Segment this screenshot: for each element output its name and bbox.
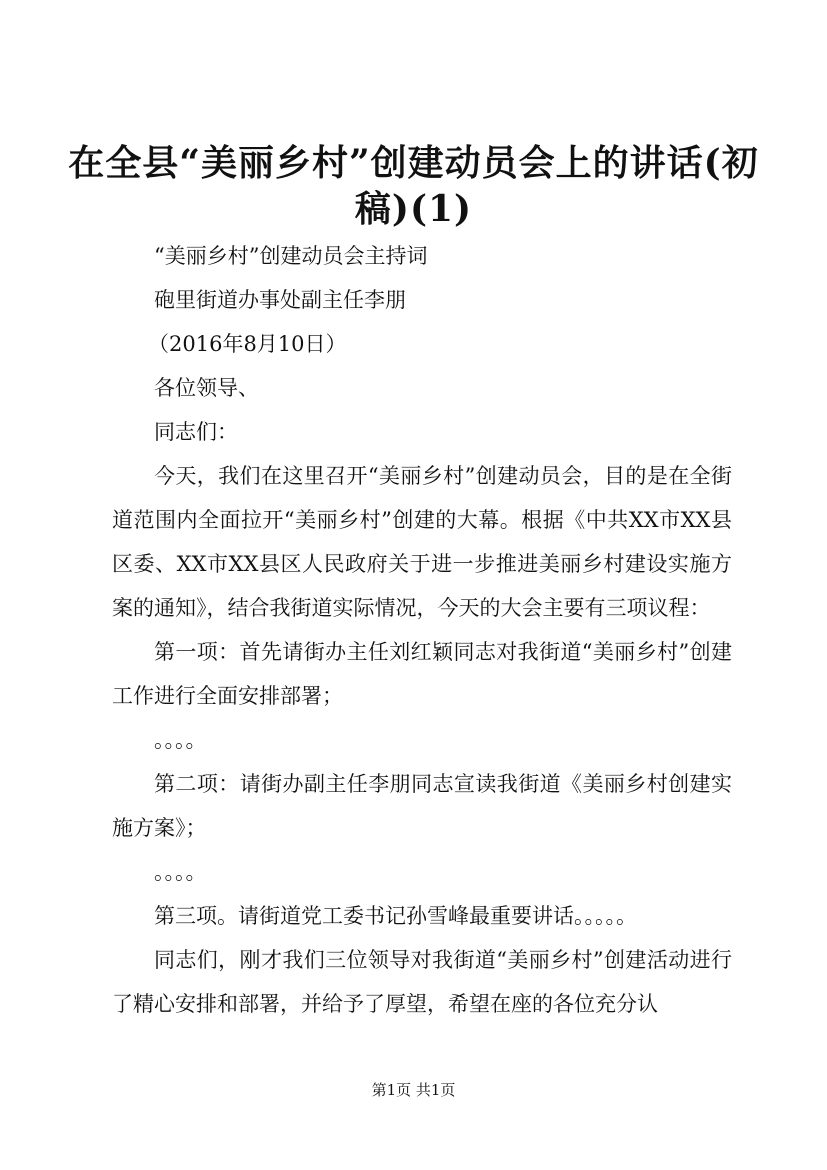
paragraph-date: （2016年8月10日） [148,332,347,356]
paragraph-ellipsis-1: 。。。。 [154,728,207,752]
paragraph-item-2: 第二项：请街办副主任李朋同志宣读我街道《美丽乡村创建实施方案》； [112,772,732,840]
paragraph-item-3: 第三项。请街道党工委书记孙雪峰最重要讲话。。。。。 [154,904,637,928]
document-title: 在全县“美丽乡村”创建动员会上的讲话(初稿)(1) [68,142,759,230]
paragraph-subtitle: “美丽乡村”创建动员会主持词 [154,244,428,268]
paragraph-salutation-2: 同志们： [154,420,238,444]
paragraph-ellipsis-2: 。。。。 [154,860,207,884]
paragraph-intro: 今天，我们在这里召开“美丽乡村”创建动员会，目的是在全街道范围内全面拉开“美丽乡村”创建的大幕。根据《中共XX市XX县区委、XX市XX县区人民政府关于进一步推进美丽乡村建设实施方案的通知》，结合我街道实际情况，今天的大会主要有三项议程： [112,464,732,620]
paragraph-item-1: 第一项：首先请街办主任刘红颖同志对我街道“美丽乡村”创建工作进行全面安排部署； [112,640,732,708]
paragraph-speaker: 砲里街道办事处副主任李朋 [154,288,406,312]
document-body [112,234,732,1026]
paragraph-salutation-1: 各位领导、 [154,376,259,400]
paragraph-closing: 同志们，刚才我们三位领导对我街道“美丽乡村”创建活动进行了精心安排和部署，并给予了厚望，希望在座的各位充分认 [112,948,732,1016]
page-footer: 第1页 共1页 [371,1081,456,1099]
